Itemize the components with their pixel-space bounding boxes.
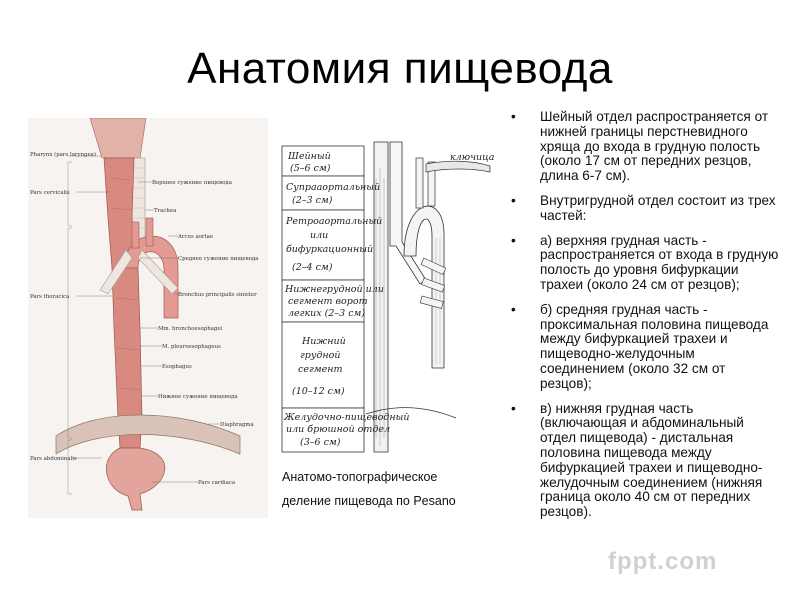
bullet-item — [510, 402, 780, 520]
label-pars-cervicalis: Pars cervicalis — [30, 190, 70, 196]
label-pars-abdominalis: Pars abdominalis — [30, 456, 77, 462]
segment-6-line2: или брюшной отдел — [286, 424, 391, 435]
segment-5-line2: грудной — [300, 350, 341, 361]
label-diaphragma: Diaphragma — [220, 422, 254, 428]
label-m-pleuro: M. pleuroesophageus — [162, 344, 221, 350]
label-upper-narrowing: Верхнее сужение пищевода — [152, 180, 232, 186]
figure-caption — [282, 465, 492, 513]
segment-4-line2: сегмент ворот — [288, 296, 368, 307]
bullet-dot: • — [511, 400, 516, 416]
slide-title: Анатомия пищевода — [187, 44, 613, 93]
caption-line-2: деление пищевода по Pesano — [282, 494, 456, 508]
bullet-item — [510, 194, 780, 224]
label-pars-cardiaca: Pars cardiaca — [198, 480, 236, 486]
watermark-logo: fppt.com — [608, 548, 718, 575]
bullet-list — [510, 110, 780, 530]
segment-6-line1: Желудочно-пищеводный — [284, 412, 410, 423]
segment-3-length: (2–4 см) — [292, 262, 333, 273]
segment-1-name: Шейный — [288, 151, 331, 162]
segment-5-line1: Нижний — [302, 336, 346, 347]
bullet-text: в) нижняя грудная часть (включающая и абдоминальный отдел пищевода) - дистальная половина пищевода между бифуркацией трахеи и пищеводно-желудочным соединением (нижняя граница около 40 см от передних резцов). — [540, 400, 763, 520]
segment-5-length: (10–12 см) — [292, 386, 345, 397]
segment-2-length: (2–3 см) — [292, 195, 333, 206]
segment-4-line3: легких (2–3 см) — [288, 308, 366, 319]
bullet-text: Внутригрудной отдел состоит из трех частей: — [540, 192, 776, 223]
label-bronchus: Bronchus principalis sinister — [178, 292, 257, 298]
esophagus-segment-schematic — [276, 138, 498, 460]
segment-5-line3: сегмент — [298, 364, 343, 375]
label-trachea: Trachea — [154, 208, 177, 214]
label-lower-narrowing: Нижнее сужение пищевода — [158, 394, 238, 400]
caption-line-1: Анатомо-топографическое — [282, 470, 438, 484]
label-mm-broncho: Mm. bronchoesophagei — [158, 326, 223, 332]
segment-3-alt-name: бифуркационный — [286, 244, 374, 255]
label-pharynx: Pharynx (pars laryngea) — [30, 152, 96, 158]
bullet-item — [510, 234, 780, 293]
esophagus-anatomy-illustration — [28, 118, 268, 518]
bullet-text: Шейный отдел распространяется от нижней границы перстневидного хряща до входа в грудную полость (около 17 см от передних резцов, длина 6-7 см). — [540, 109, 769, 184]
segment-3-name: Ретроаортальный — [286, 216, 383, 227]
label-middle-narrowing: Среднее сужение пищевода — [178, 256, 259, 262]
bullet-text: а) верхняя грудная часть - распространяется от входа в грудную полость до уровня бифуркации трахеи (около 24 см от резцов); — [540, 232, 779, 292]
segment-4-line1: Нижнегрудной или — [285, 284, 384, 295]
label-esophagus: Esophagus — [162, 364, 192, 370]
bullet-dot: • — [511, 301, 516, 317]
bullet-dot: • — [511, 192, 516, 208]
label-pars-thoracica: Pars thoracica — [30, 294, 70, 300]
clavicle-label: ключица — [450, 152, 495, 163]
bullet-dot: • — [511, 109, 516, 124]
label-arcus-aortae: Arcus aortae — [178, 234, 214, 240]
segment-3-or: или — [310, 230, 329, 241]
bullet-item — [510, 110, 780, 184]
segment-6-length: (3–6 см) — [300, 437, 341, 448]
bullet-dot: • — [511, 232, 516, 248]
segment-1-length: (5–6 см) — [290, 163, 331, 174]
segment-2-name: Супрааортальный — [286, 182, 381, 193]
bullet-item — [510, 303, 780, 392]
bullet-text: б) средняя грудная часть - проксимальная половина пищевода между бифуркацией трахеи и пищеводно-желудочным соединением (около 32 см от резцов); — [540, 301, 769, 391]
